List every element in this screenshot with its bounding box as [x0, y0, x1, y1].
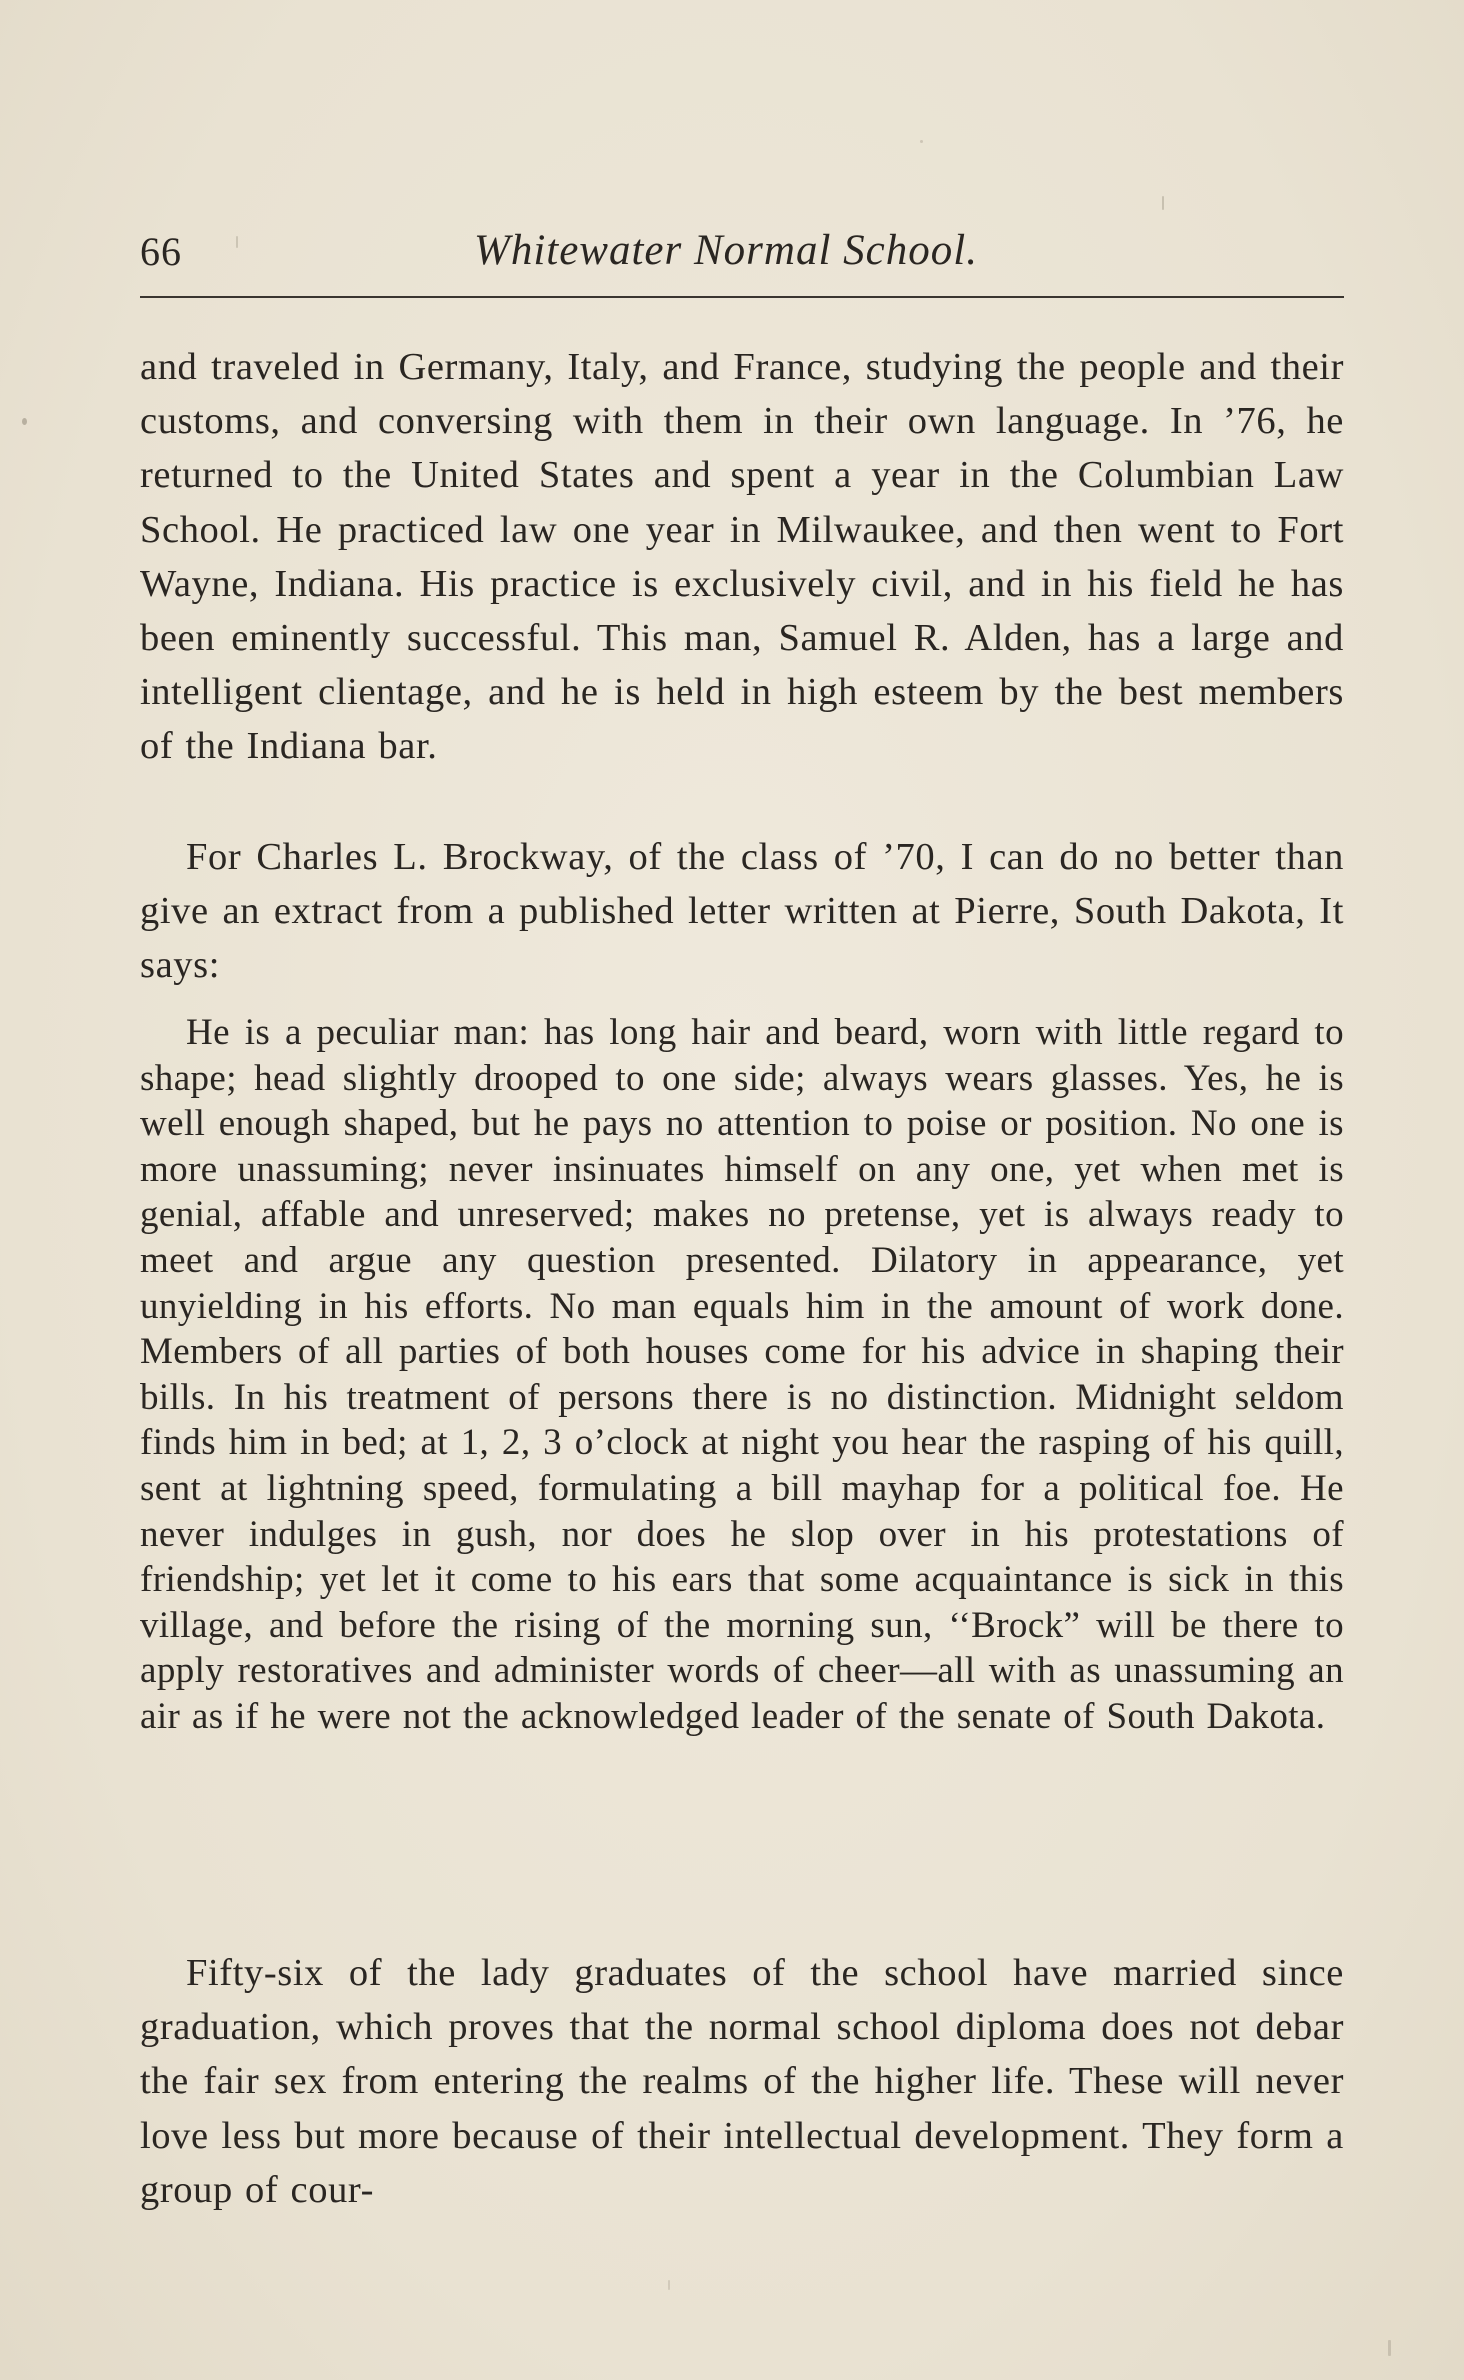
page-header — [140, 218, 1344, 290]
paragraph-text: Fifty-six of the lady graduates of the school have married since graduation, which proves that the normal school diploma does not debar the fair sex from entering the realms of the higher life. These will never love less but more because of their intellectual development. They form a group of cour- — [140, 1952, 1344, 2211]
paragraph-text: For Charles L. Brockway, of the class of ’70, I can do no better than give an extract from a published letter written at Pierre, South Dakota, It says: — [140, 836, 1344, 987]
paper-speck — [1388, 2340, 1391, 2356]
paragraph-lady-graduates — [140, 1946, 1344, 2217]
paragraph-brockway-intro — [140, 830, 1344, 993]
paragraph-text: and traveled in Germany, Italy, and France, studying the people and their customs, and conversing with them in their own language. In ’76, he returned to the United States and spent a year in the Columbian Law School. He practiced law one year in Milwaukee, and then went to Fort Wayne, Indiana. His practice is exclusively civil, and in his field he has been eminently successful. This man, Samuel R. Alden, has a large and intelligent clientage, and he is held in high esteem by the best members of the Indiana bar. — [140, 346, 1344, 768]
page-number: 66 — [140, 229, 182, 274]
paper-speck — [1162, 196, 1164, 210]
paragraph-alden — [140, 340, 1344, 774]
quote-text: He is a peculiar man: has long hair and beard, worn with little regard to shape; head slightly drooped to one side; always wears glasses. Yes, he is well enough shaped, but he pays no attention to poise or position. No one is more unassuming; never insinuates himself on any one, yet when met is genial, affable and unreserved; makes no pretense, yet is always ready to meet and argue any question presented. Dilatory in appearance, yet unyielding in his efforts. No man equals him in the amount of work done. Members of all parties of both houses come for his advice in shaping their bills. In his treatment of persons there is no distinction. Midnight seldom finds him in bed; at 1, 2, 3 o’clock at night you hear the rasping of his quill, sent at lightning speed, formulating a bill mayhap for a political foe. He never indulges in gush, nor does he slop over in his protestations of friendship; yet let it come to his ears that some acquaintance is sick in this village, and before the rising of the morning sun, ‘‘Brock” will be there to apply restoratives and administer words of cheer—all with as unassuming an air as if he were not the acknowledged leader of the senate of South Dakota. — [140, 1012, 1344, 1737]
paper-speck — [668, 2280, 670, 2290]
paper-speck — [22, 418, 27, 425]
paper-speck — [920, 140, 923, 143]
header-rule — [140, 296, 1344, 298]
block-quote — [140, 1010, 1344, 1740]
running-head: Whitewater Normal School. — [474, 227, 978, 274]
paper-speck — [236, 236, 238, 248]
